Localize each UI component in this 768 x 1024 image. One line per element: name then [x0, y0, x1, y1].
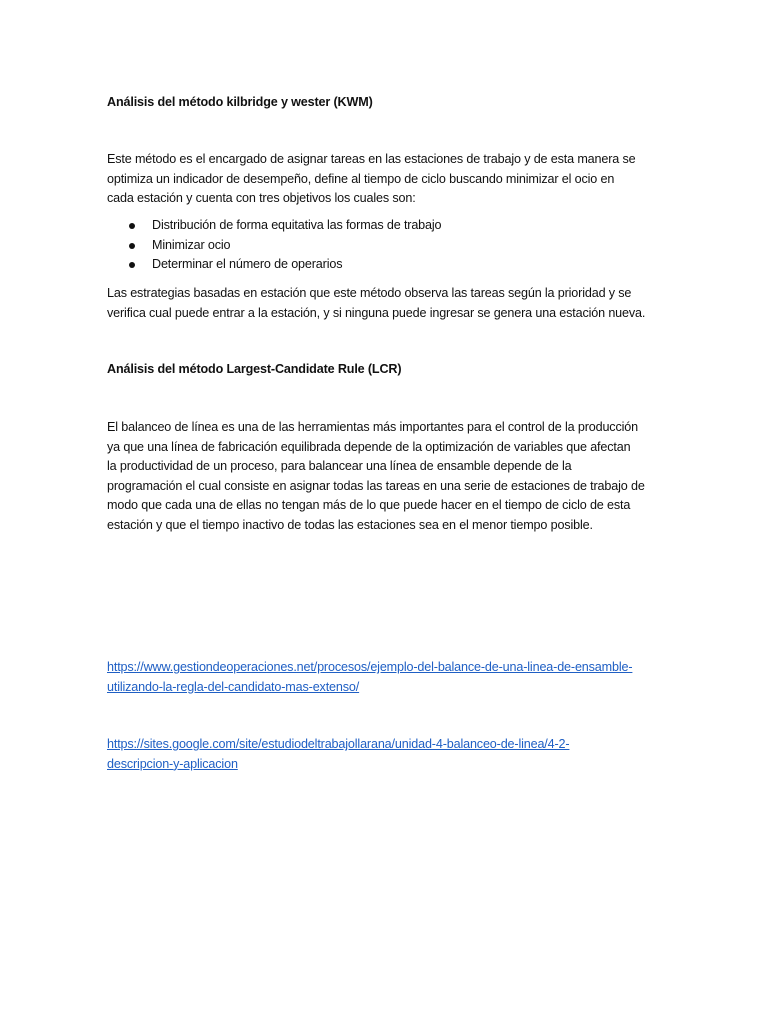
- objectives-list: [107, 216, 441, 275]
- list-item: [107, 255, 441, 275]
- list-item: [107, 236, 441, 256]
- bullet-icon: [129, 243, 135, 249]
- bullet-icon: [129, 223, 135, 229]
- paragraph-line: El balanceo de línea es una de las herramientas más importantes para el control de la producción: [107, 420, 638, 434]
- heading-kwm: Análisis del método kilbridge y wester (KWM): [107, 95, 373, 109]
- heading-lcr: Análisis del método Largest-Candidate Rule (LCR): [107, 362, 402, 376]
- list-item-text: Determinar el número de operarios: [152, 257, 343, 272]
- paragraph-line: cada estación y cuenta con tres objetivos los cuales son:: [107, 191, 416, 206]
- paragraph-lcr: [107, 418, 667, 536]
- bullet-icon: [129, 262, 135, 268]
- list-item: [107, 216, 441, 236]
- paragraph-line: ya que una línea de fabricación equilibrada depende de la optimización de variables que afectan: [107, 439, 631, 454]
- paragraph-line: verifica cual puede entrar a la estación, y si ninguna puede ingresar se genera una estación nueva.: [107, 305, 646, 320]
- paragraph-line: Este método es el encargado de asignar tareas en las estaciones de trabajo y de esta manera se: [107, 152, 636, 166]
- paragraph-line: Las estrategias basadas en estación que este método observa las tareas según la prioridad y se: [107, 286, 632, 300]
- paragraph-line: la productividad de un proceso, para balancear una línea de ensamble depende de la: [107, 459, 572, 474]
- list-item-text: Minimizar ocio: [152, 237, 231, 252]
- list-item-text: Distribución de forma equitativa las formas de trabajo: [152, 218, 442, 232]
- reference-link-sites-google[interactable]: [107, 735, 667, 774]
- hyperlink-line[interactable]: https://www.gestiondeoperaciones.net/procesos/ejemplo-del-balance-de-una-linea-de-ensamble-: [107, 660, 633, 674]
- hyperlink-line[interactable]: descripcion-y-aplicacion: [107, 756, 238, 771]
- reference-link-gestiondeoperaciones[interactable]: [107, 658, 667, 697]
- paragraph-line: programación el cual consiste en asignar todas las tareas en una serie de estaciones de trabajo de: [107, 478, 645, 493]
- paragraph-line: modo que cada una de ellas no tengan más de lo que puede hacer en el tiempo de ciclo de esta: [107, 498, 631, 513]
- paragraph-line: estación y que el tiempo inactivo de todas las estaciones sea en el menor tiempo posible.: [107, 517, 593, 532]
- hyperlink-line[interactable]: utilizando-la-regla-del-candidato-mas-extenso/: [107, 679, 360, 694]
- paragraph-line: optimiza un indicador de desempeño, define al tiempo de ciclo buscando minimizar el ocio en: [107, 171, 615, 186]
- paragraph-kwm-intro: [107, 150, 667, 209]
- hyperlink-line[interactable]: https://sites.google.com/site/estudiodeltrabajollarana/unidad-4-balanceo-de-linea/4-2-: [107, 737, 570, 751]
- paragraph-kwm-strategies: [107, 284, 667, 323]
